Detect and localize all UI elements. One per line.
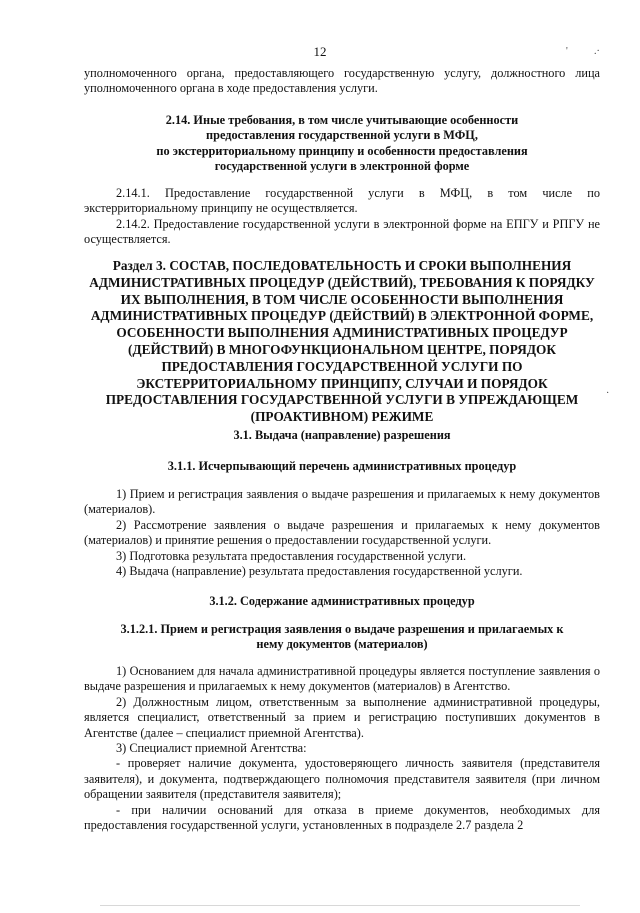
section-heading-line: ПРЕДОСТАВЛЕНИЯ ГОСУДАРСТВЕННОЙ УСЛУГИ В УПРЕЖДАЮЩЕМ (105, 392, 579, 408)
heading-line: предоставления государственной услуги в МФЦ, (206, 128, 478, 143)
heading-line: нему документов (материалов) (256, 637, 428, 652)
heading-3-1-1: 3.1.1. Исчерпывающий перечень административных процедур (167, 459, 517, 473)
section-heading-line: АДМИНИСТРАТИВНЫХ ПРОЦЕДУР (ДЕЙСТВИЙ) В ЭЛЕКТРОННОЙ ФОРМЕ, (90, 308, 594, 324)
heading-line: по экстерриториальному принципу и особенности предоставления (156, 143, 528, 158)
scan-edge-line (100, 905, 580, 906)
section-heading-line: АДМИНИСТРАТИВНЫХ ПРОЦЕДУР (ДЕЙСТВИЙ), ТРЕБОВАНИЯ К ПОРЯДКУ (89, 274, 595, 290)
paragraph-2-14-2: 2.14.2. Предоставление государственной услуги в электронной форме на ЕПГУ и РПГУ не осуществляется. (84, 216, 600, 247)
content-paragraph: 3) Специалист приемной Агентства: (116, 741, 307, 756)
intro-continuation: уполномоченного органа, предоставляющего государственную услугу, должностного лица уполномоченного органа в ходе предоставления услуги. (84, 66, 600, 96)
content-paragraph: 1) Основанием для начала административной процедуры является поступление заявления о выдаче разрешения и прилагаемых к нему документов (материалов) в Агентство. (84, 664, 600, 694)
list-item: 1) Прием и регистрация заявления о выдаче разрешения и прилагаемых к нему документов (материалов). (84, 487, 600, 517)
content-paragraph: 2) Должностным лицом, ответственным за выполнение административной процедуры, является специалист, ответственный за прием и регистрацию поступивших документов в Агентстве (далее – специалист приемной Агентства). (84, 694, 600, 740)
procedure-content (84, 664, 600, 833)
paragraph-2-14-1: 2.14.1. Предоставление государственной услуги в МФЦ, в том числе по экстерриториальному принципу не осуществляется. (84, 186, 600, 216)
scan-speck: .· (594, 46, 600, 57)
section-2-14-paragraphs (84, 186, 600, 248)
heading-3-1-2: 3.1.2. Содержание административных процедур (209, 594, 475, 608)
section-heading-line: ИХ ВЫПОЛНЕНИЯ, В ТОМ ЧИСЛЕ ОСОБЕННОСТИ ВЫПОЛНЕНИЯ (120, 291, 564, 307)
scan-speck: · (606, 388, 610, 399)
content-paragraph: - проверяет наличие документа, удостоверяющего личность заявителя (представителя заявителя), и документа, подтверждающего полномочия представителя заявителя (при личном обращении заявителя (представителя заявителя); (84, 756, 600, 802)
content-paragraph: - при наличии оснований для отказа в приеме документов, необходимых для предоставления государственной услуги, установленных в подразделе 2.7 раздела 2 (84, 802, 600, 833)
list-item: 2) Рассмотрение заявления о выдаче разрешения и прилагаемых к нему документов (материалов) и принятие решения о предоставлении государственной услуги. (84, 517, 600, 548)
scan-speck: ' (566, 46, 568, 57)
heading-line: 3.1.2.1. Прием и регистрация заявления о выдаче разрешения и прилагаемых к (120, 622, 564, 636)
heading-2-14 (84, 113, 600, 175)
procedures-list (84, 487, 600, 579)
heading-3-1-2-1 (84, 622, 600, 653)
heading-3-1: 3.1. Выдача (направление) разрешения (233, 428, 451, 442)
list-item: 3) Подготовка результата предоставления государственной услуги. (116, 548, 467, 563)
list-item: 4) Выдача (направление) результата предоставления государственной услуги. (116, 564, 523, 579)
heading-line: 2.14. Иные требования, в том числе учитывающие особенности (165, 113, 519, 127)
section-3-heading (84, 258, 600, 426)
section-heading-line: ЭКСТЕРРИТОРИАЛЬНОМУ ПРИНЦИПУ, СЛУЧАИ И ПОРЯДОК (136, 375, 548, 391)
section-heading-line: ПРЕДОСТАВЛЕНИЯ ГОСУДАРСТВЕННОЙ УСЛУГИ ПО (161, 358, 523, 374)
section-heading-line: (ПРОАКТИВНОМ) РЕЖИМЕ (250, 409, 434, 425)
page-number: 12 (313, 44, 327, 59)
heading-line: государственной услуги в электронной форме (214, 159, 470, 174)
section-heading-line: ОСОБЕННОСТИ ВЫПОЛНЕНИЯ АДМИНИСТРАТИВНЫХ ПРОЦЕДУР (116, 325, 568, 341)
section-heading-line: (ДЕЙСТВИЙ) В МНОГОФУНКЦИОНАЛЬНОМ ЦЕНТРЕ, ПОРЯДОК (128, 341, 556, 357)
section-heading-line: Раздел 3. СОСТАВ, ПОСЛЕДОВАТЕЛЬНОСТЬ И СРОКИ ВЫПОЛНЕНИЯ (112, 258, 572, 273)
